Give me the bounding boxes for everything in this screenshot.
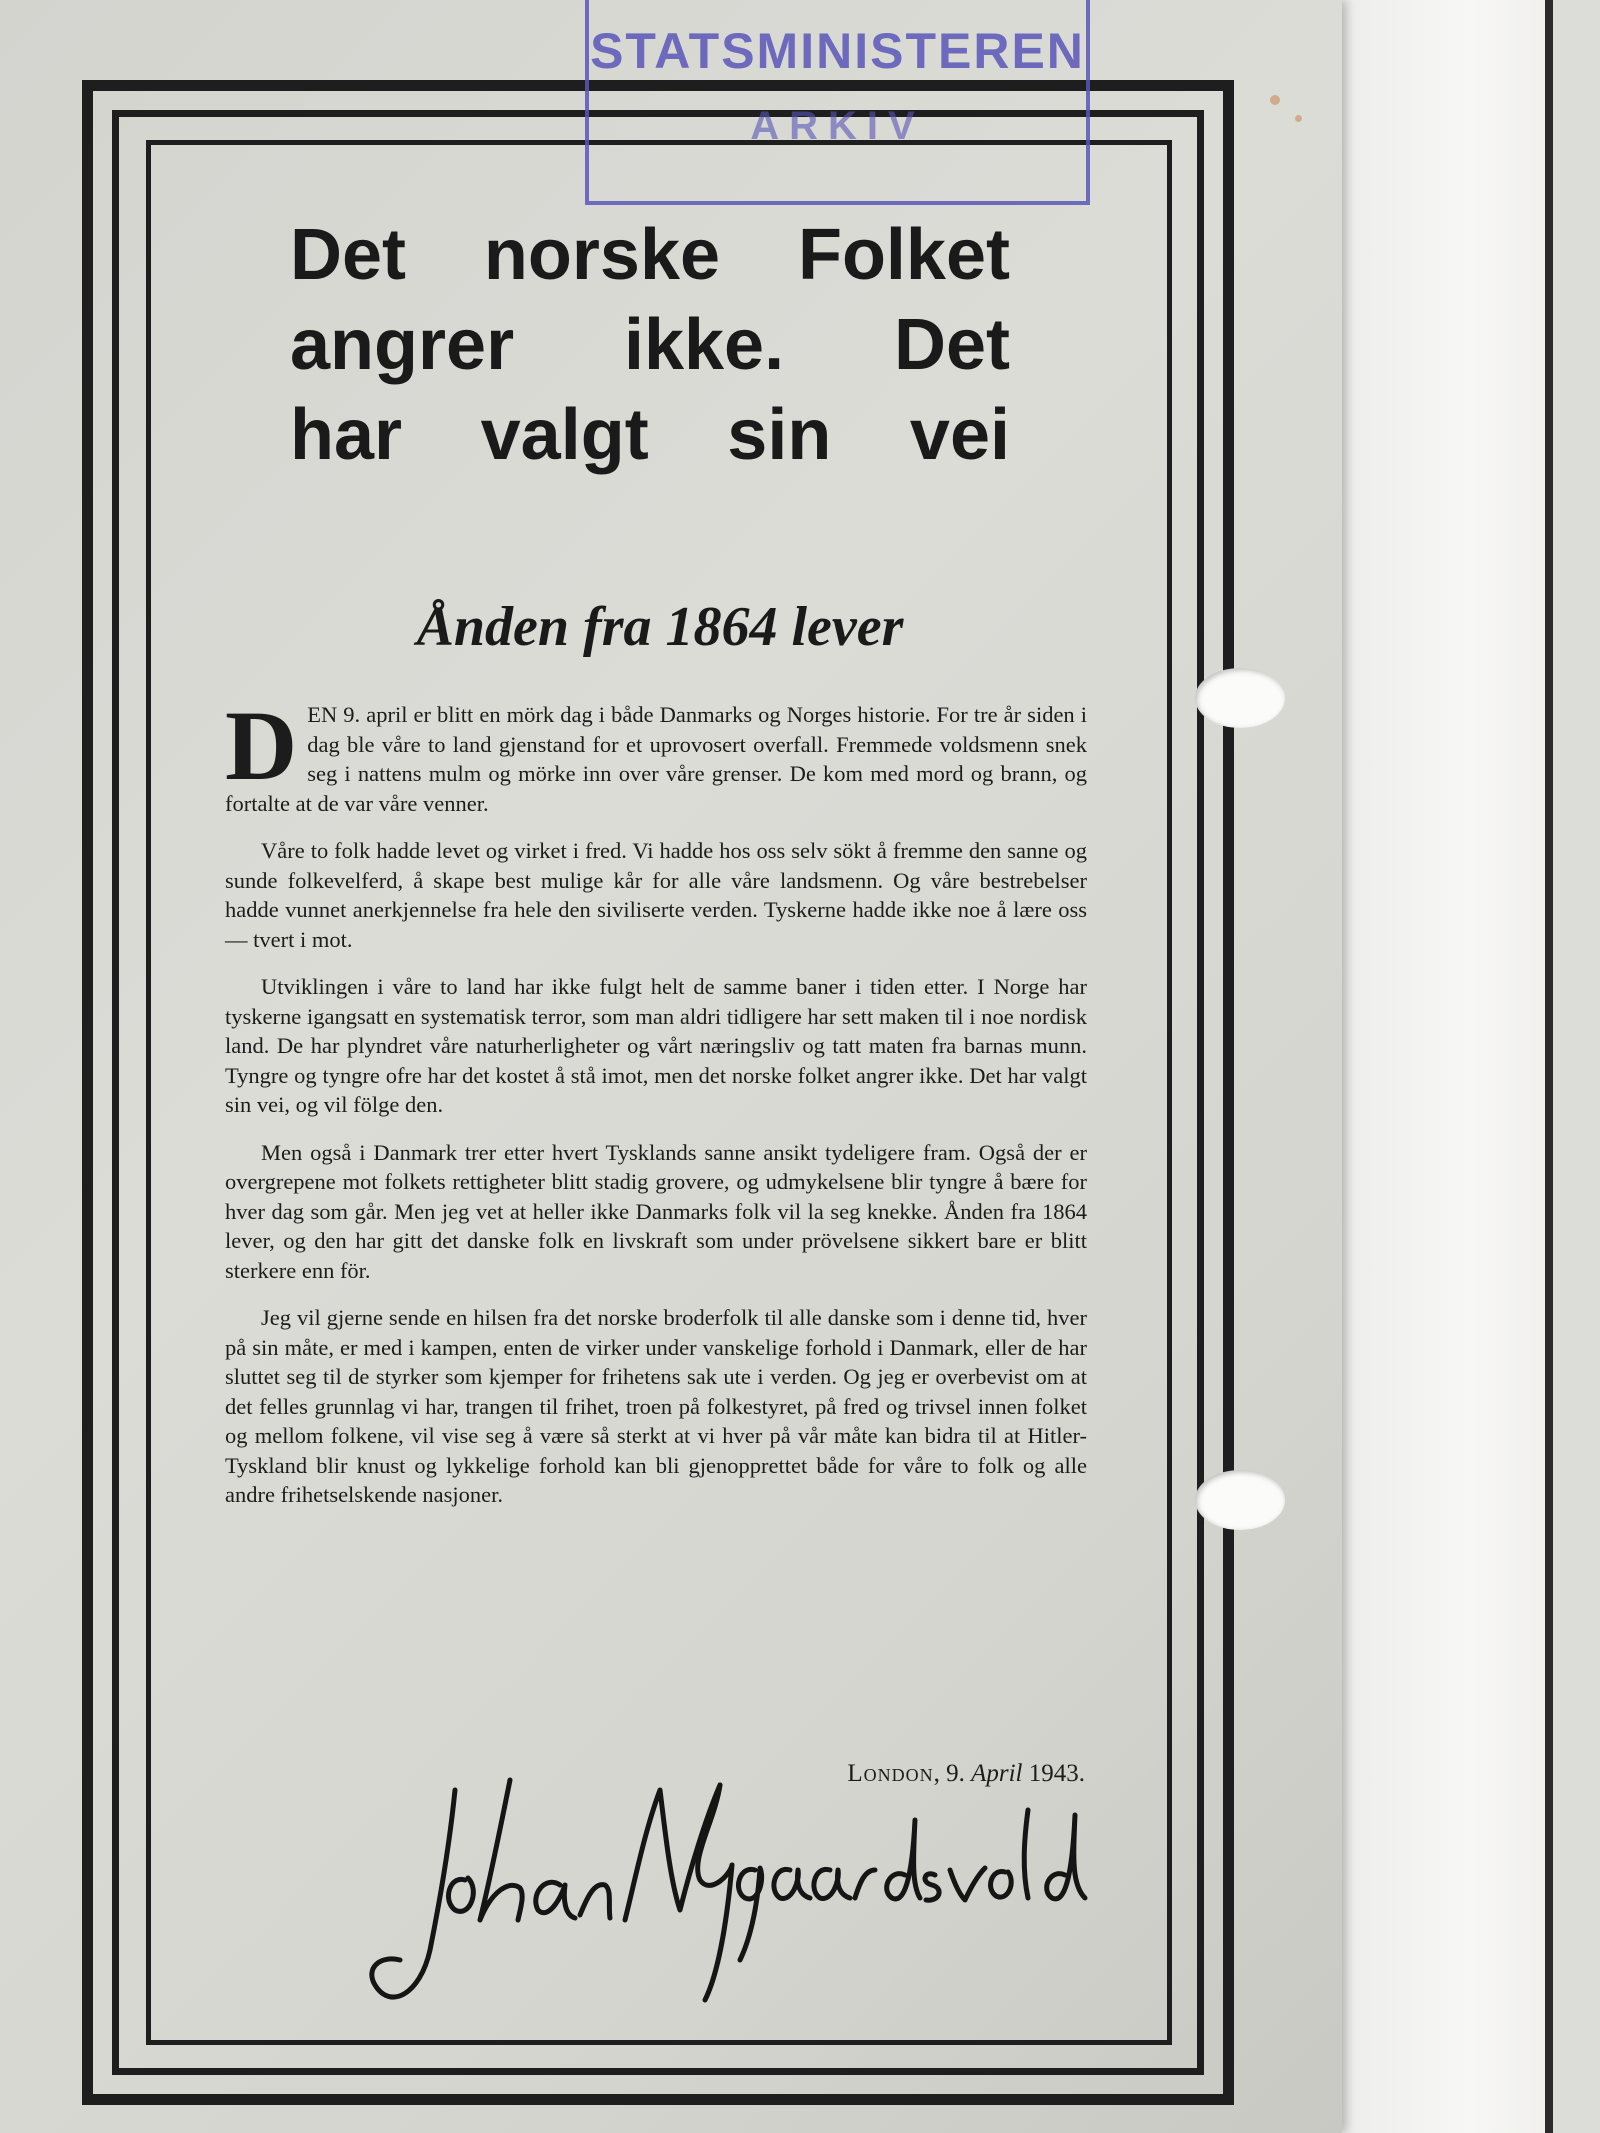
punch-hole bbox=[1195, 1470, 1285, 1530]
article-paragraph-1 bbox=[225, 690, 1087, 818]
article-paragraph-3: Utviklingen i våre to land har ikke fulgt helt de samme baner i tiden etter. I Norge har tyskerne igangsatt en systematisk terror, som man aldri tidligere har sett maken til i noe nordisk land. De har plyndret våre naturherligheter og vårt næringsliv og tatt maten fra barnas munn. Tyngre og tyngre ofre har det kostet å stå imot, men det norske folket angrer ikke. Det har valgt sin vei, og vil fölge den. bbox=[225, 974, 1087, 1117]
dateline-place: London bbox=[847, 1760, 934, 1787]
folder-edge bbox=[1545, 0, 1553, 2133]
folder-shadow bbox=[1553, 0, 1600, 2133]
dateline: London, 9. April 1943. bbox=[847, 1760, 1085, 1787]
headline-line-1: Det norske Folket bbox=[290, 215, 1010, 295]
stamp-subtitle: ARKIV bbox=[750, 104, 925, 148]
rust-spot bbox=[1270, 95, 1280, 105]
rust-spot bbox=[1295, 115, 1302, 122]
headline bbox=[290, 210, 1010, 480]
headline-line-3: har valgt sin vei bbox=[290, 395, 1010, 475]
paragraph-text: EN 9. april er blitt en mörk dag i både Danmarks og Norges historie. For tre år siden i dag ble våre to land gjenstand for et uprovosert overfall. Fremmede voldsmenn snek seg i nattens mulm og mörke inn over våre grenser. De kom med mord og brann, og fortalte at de var våre venner. bbox=[225, 702, 1087, 816]
stamp-title: STATSMINISTEREN bbox=[590, 23, 1085, 79]
dateline-month: April bbox=[971, 1760, 1023, 1787]
article-paragraph-4: Men også i Danmark trer etter hvert Tysklands sanne ansikt tydeligere fram. Også der er overgrepene mot folkets rettigheter blitt stadig grovere, og udmykelsene blir tyngre å bære for hver dag som går. Men jeg vet at heller ikke Danmarks folk vil la seg knekke. Ånden fra 1864 lever, og den har gitt det danske folk en livskraft som under prövelsene sikkert bare er blitt sterkere enn för. bbox=[225, 1139, 1087, 1283]
subheadline: Ånden fra 1864 lever bbox=[416, 596, 904, 658]
drop-cap: D bbox=[225, 690, 298, 801]
dateline-year: 1943. bbox=[1028, 1760, 1085, 1787]
archive-stamp bbox=[585, 0, 1090, 205]
handwritten-signature bbox=[360, 1770, 1100, 2030]
punch-hole bbox=[1195, 668, 1285, 728]
dateline-day: 9. bbox=[946, 1760, 965, 1787]
article-paragraph-2: Våre to folk hadde levet og virket i fred. Vi hadde hos oss selv sökt å fremme den sanne og sunde folkevelferd, å skape best mulige kår for alle våre landsmenn. Og våre bestrebelser hadde vunnet anerkjennelse fra hele den siviliserte verden. Tyskerne hadde ikke noe å lære oss — tvert i mot. bbox=[225, 838, 1087, 952]
article-paragraph-5: Jeg vil gjerne sende en hilsen fra det norske broderfolk til alle danske som i denne tid, hver på sin måte, er med i kampen, enten de virker under vanskelige forhold i Danmark, eller de har sluttet seg til de styrker som kjemper for frihetens sak ute i verden. Og jeg er overbevist om at det felles grunnlag vi har, trangen til frihet, troen på folkestyret, på fred og trivsel innen folket og mellom folkene, vil vise seg å være så sterkt at vi hver på vår måte kan bidra til at Hitler-Tyskland blir knust og lykkelige forhold kan bli gjenopprettet både for våre to folk og alle andre frihetselskende nasjoner. bbox=[225, 1305, 1087, 1507]
article-body bbox=[225, 690, 1087, 1528]
headline-line-2: angrer ikke. Det bbox=[290, 305, 1010, 385]
